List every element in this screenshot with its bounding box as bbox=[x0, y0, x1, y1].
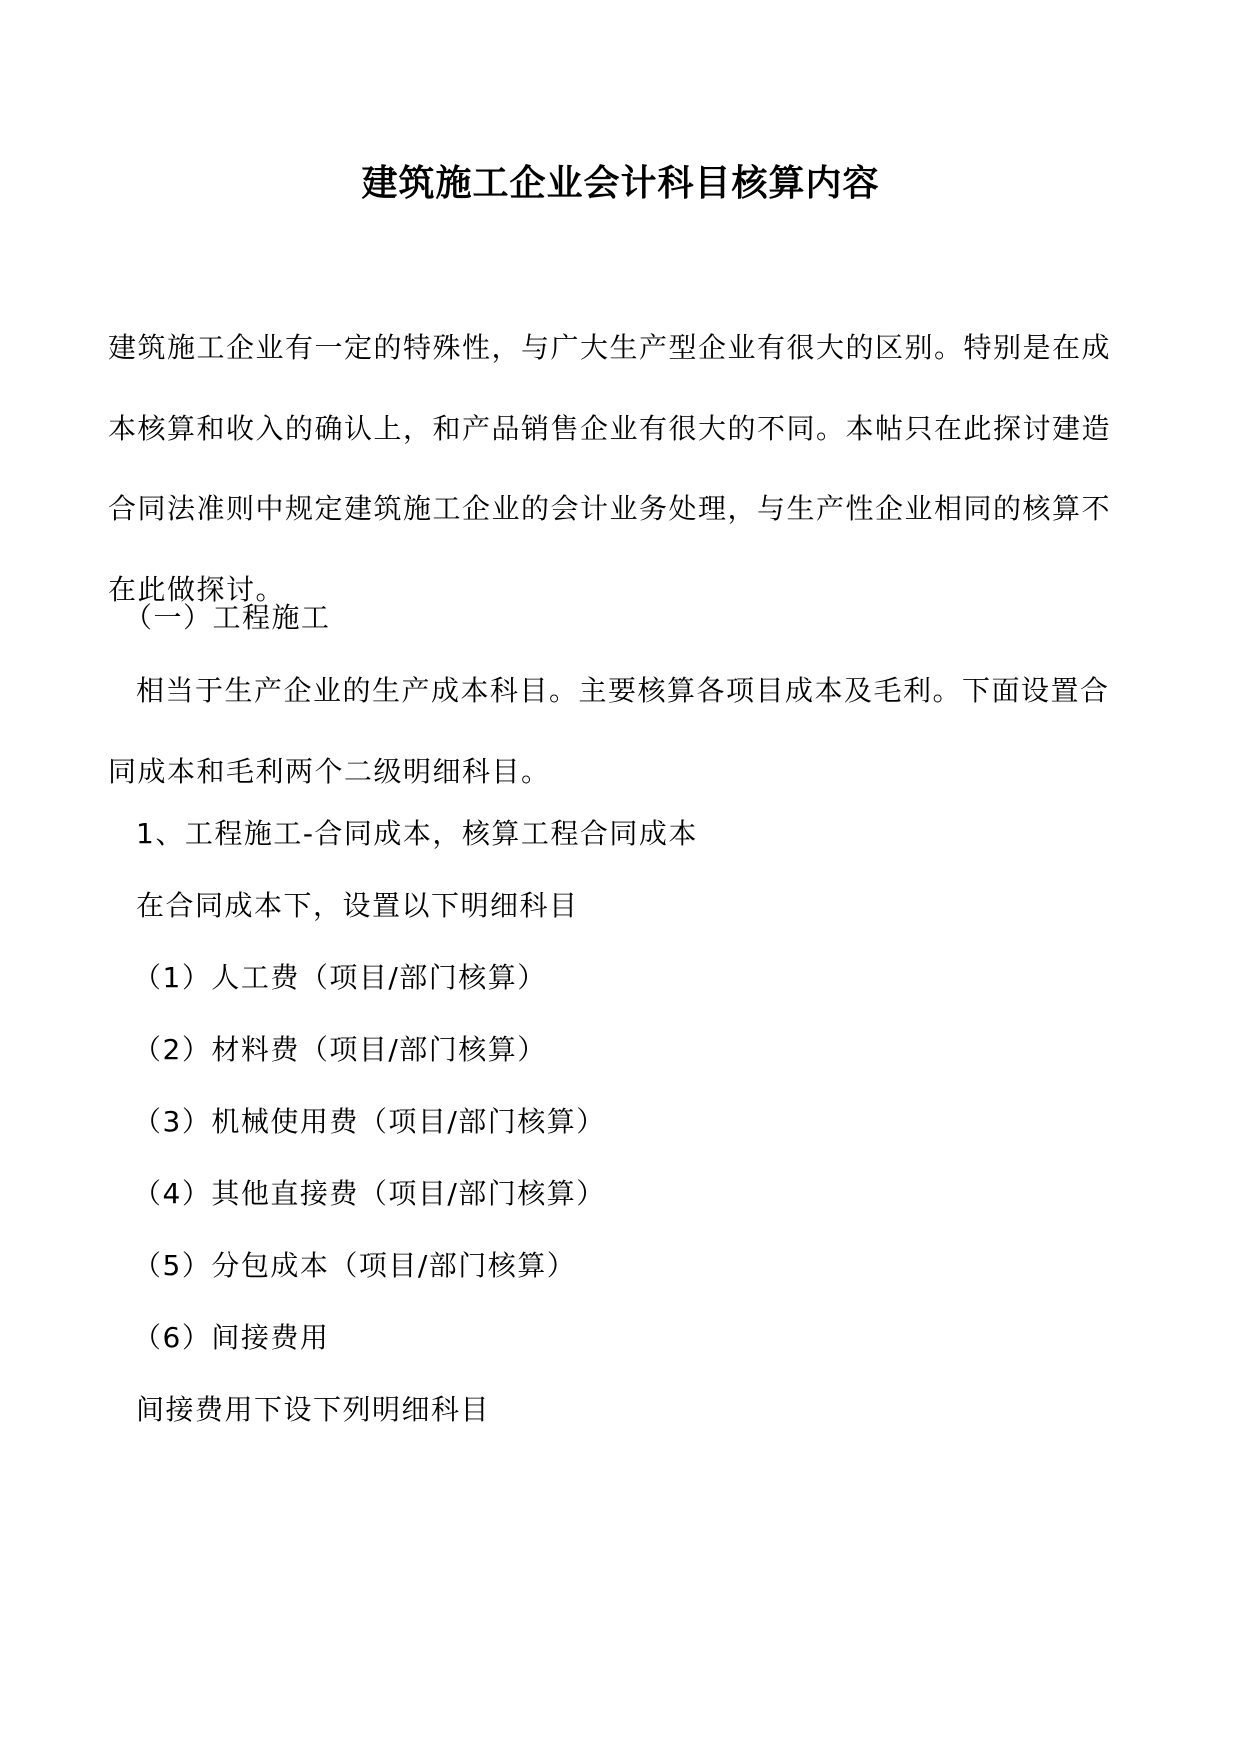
sub-item-6: （6）间接费用 bbox=[133, 1321, 330, 1354]
section-body-paragraph: 相当于生产企业的生产成本科目。主要核算各项目成本及毛利。下面设置合同成本和毛利两个二级明细科目。 bbox=[108, 674, 1110, 788]
item-1-note: 在合同成本下，设置以下明细科目 bbox=[136, 889, 579, 922]
section-heading: （一）工程施工 bbox=[124, 601, 331, 634]
document-title: 建筑施工企业会计科目核算内容 bbox=[361, 162, 880, 204]
sub-item-5: （5）分包成本（项目/部门核算） bbox=[133, 1249, 577, 1282]
item-1-heading: 1、工程施工-合同成本，核算工程合同成本 bbox=[136, 817, 698, 850]
closing-line: 间接费用下设下列明细科目 bbox=[136, 1393, 491, 1426]
sub-item-2: （2）材料费（项目/部门核算） bbox=[133, 1033, 547, 1066]
sub-item-3: （3）机械使用费（项目/部门核算） bbox=[133, 1105, 606, 1138]
sub-item-1: （1）人工费（项目/部门核算） bbox=[133, 961, 547, 994]
intro-paragraph: 建筑施工企业有一定的特殊性，与广大生产型企业有很大的区别。特别是在成本核算和收入的确认上，和产品销售企业有很大的不同。本帖只在此探讨建造合同法准则中规定建筑施工企业的会计业务处理，与生产性企业相同的核算不在此做探讨。 bbox=[108, 331, 1112, 606]
sub-item-4: （4）其他直接费（项目/部门核算） bbox=[133, 1177, 606, 1210]
